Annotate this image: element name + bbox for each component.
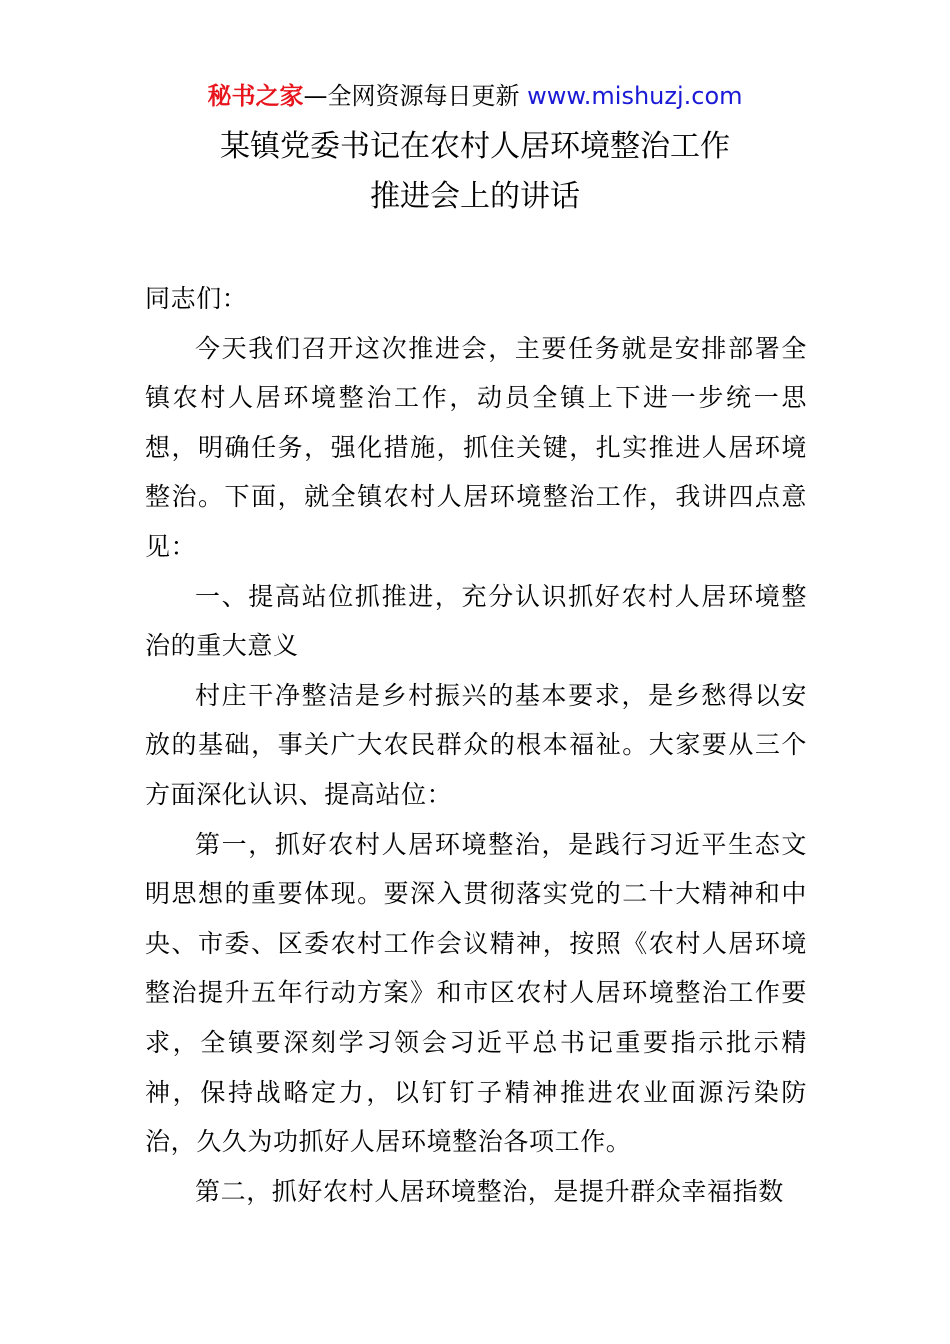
paragraph: 村庄干净整洁是乡村振兴的基本要求，是乡愁得以安放的基础，事关广大农民群众的根本福祉。大家要从三个方面深化认识、提高站位：	[145, 680, 807, 809]
site-header	[0, 80, 950, 112]
header-tagline: —全网资源每日更新	[303, 82, 528, 110]
section-heading: 一、提高站位抓推进，充分认识抓好农村人居环境整治的重大意义	[145, 581, 807, 661]
document-body	[145, 274, 807, 1216]
document-title-line-1: 某镇党委书记在农村人居环境整治工作	[220, 129, 730, 164]
site-url-link[interactable]: www.mishuzj.com	[527, 82, 743, 110]
paragraph: 第二，抓好农村人居环境整治，是提升群众幸福指数	[195, 1176, 784, 1206]
salutation: 同志们：	[145, 284, 248, 313]
paragraph: 第一，抓好农村人居环境整治，是践行习近平生态文明思想的重要体现。要深入贯彻落实党的二十大精神和中央、市委、区委农村工作会议精神，按照《农村人居环境整治提升五年行动方案》和市区农村人居环境整治工作要求，全镇要深刻学习领会习近平总书记重要指示批示精神，保持战略定力，以钉钉子精神推进农业面源污染防治，久久为功抓好人居环境整治各项工作。	[145, 829, 807, 1157]
brand-name: 秘书之家	[207, 82, 304, 110]
document-title-line-2: 推进会上的讲话	[370, 179, 580, 214]
paragraph: 今天我们召开这次推进会，主要任务就是安排部署全镇农村人居环境整治工作，动员全镇上下进一步统一思想，明确任务，强化措施，抓住关键，扎实推进人居环境整治。下面，就全镇农村人居环境整治工作，我讲四点意见：	[145, 333, 807, 561]
